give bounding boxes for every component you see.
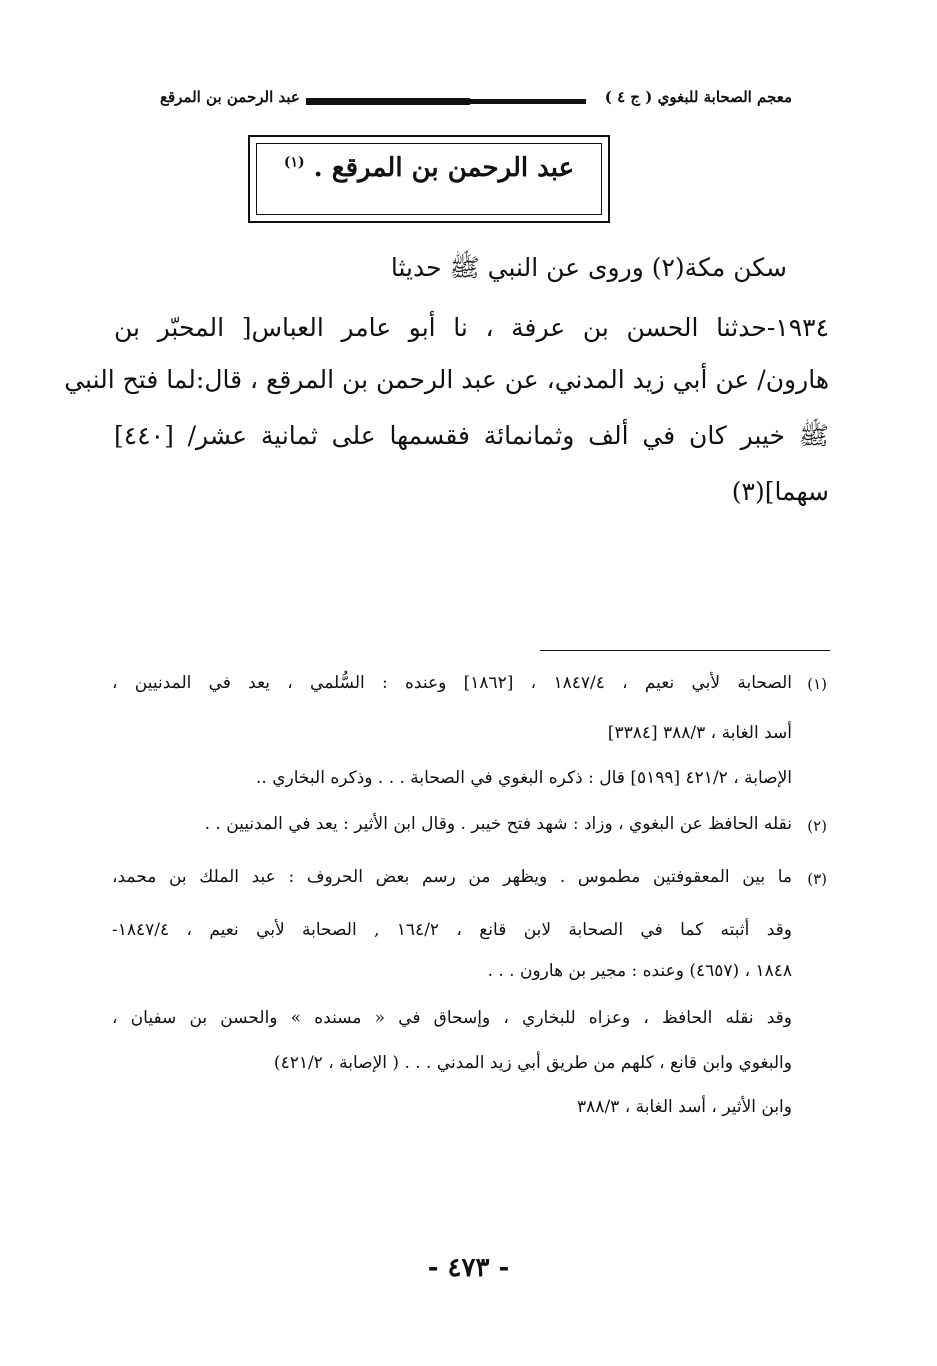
footnote-3-line-4: وقد نقله الحافظ ، وعزاه للبخاري ، وإسحاق في « مسنده » والحسن بن سفيان ، bbox=[112, 1008, 792, 1028]
footnote-2-line-1: نقله الحافظ عن البغوي ، وزاد : شهد فتح خيبر . وقال ابن الأثير : يعد في المدنيين . . bbox=[204, 814, 792, 834]
footnote-3-line-6: وابن الأثير ، أسد الغابة ، ٣٨٨/٣ bbox=[577, 1097, 792, 1117]
header-rule-short bbox=[468, 99, 586, 104]
footnote-1-number: (١) bbox=[807, 675, 827, 693]
entry-title bbox=[250, 153, 608, 183]
body-line-5: سهما](٣) bbox=[731, 477, 829, 506]
body-line-1: سكن مكة(٢) وروى عن النبي ﷺ حديثا bbox=[390, 253, 787, 282]
body-line-3: هارون/ عن أبي زيد المدني، عن عبد الرحمن بن المرقع ، قال:لما فتح النبي bbox=[64, 365, 829, 394]
header-rule-long bbox=[306, 98, 470, 105]
header-chapter-title: عبد الرحمن بن المرقع bbox=[160, 88, 300, 106]
footnote-3-line-1: ما بين المعقوفتين مطموس . ويظهر من رسم بعض الحروف : عبد الملك بن محمد، bbox=[112, 867, 792, 887]
entry-title-text: عبد الرحمن بن المرقع . bbox=[313, 153, 575, 183]
header-book-title: معجم الصحابة للبغوي ( ج ٤ ) bbox=[604, 88, 792, 106]
running-header bbox=[160, 86, 792, 116]
page-number: - ٤٧٣ - bbox=[427, 1253, 510, 1283]
footnote-1-line-3: الإصابة ، ٤٢١/٢ [٥١٩٩] قال : ذكره البغوي في الصحابة . . . وذكره البخاري .. bbox=[256, 768, 792, 788]
footnote-separator bbox=[540, 650, 830, 651]
body-line-4: ﷺ خيبر كان في ألف وثمانمائة فقسمها على ثمانية عشر/ [٤٤٠] bbox=[114, 421, 829, 450]
footnote-2-number: (٢) bbox=[807, 817, 827, 835]
footnote-3-line-5: والبغوي وابن قانع ، كلهم من طريق أبي زيد المدني . . . ( الإصابة ، ٤٢١/٢) bbox=[273, 1053, 792, 1073]
footnote-3-number: (٣) bbox=[807, 870, 827, 888]
footnote-3-line-2: وقد أثبته كما في الصحابة لابن قانع ، ١٦٤/٢ , الصحابة لأبي نعيم ، ١٨٤٧/٤- bbox=[112, 920, 792, 940]
footnote-1-line-2: أسد الغابة ، ٣٨٨/٣ [٣٣٨٤] bbox=[607, 723, 792, 743]
footnote-1-line-1: الصحابة لأبي نعيم ، ١٨٤٧/٤ ، [١٨٦٢] وعنده : السُّلمي ، يعد في المدنيين ، bbox=[112, 673, 793, 693]
footnote-3-line-3: ١٨٤٨ ، (٤٦٥٧) وعنده : مجير بن هارون . . . bbox=[487, 961, 792, 981]
entry-title-box bbox=[248, 135, 610, 223]
body-line-2: ١٩٣٤-حدثنا الحسن بن عرفة ، نا أبو عامر العباس[ المحبّر بن bbox=[114, 313, 829, 342]
entry-title-footnote-ref: (١) bbox=[283, 154, 305, 171]
